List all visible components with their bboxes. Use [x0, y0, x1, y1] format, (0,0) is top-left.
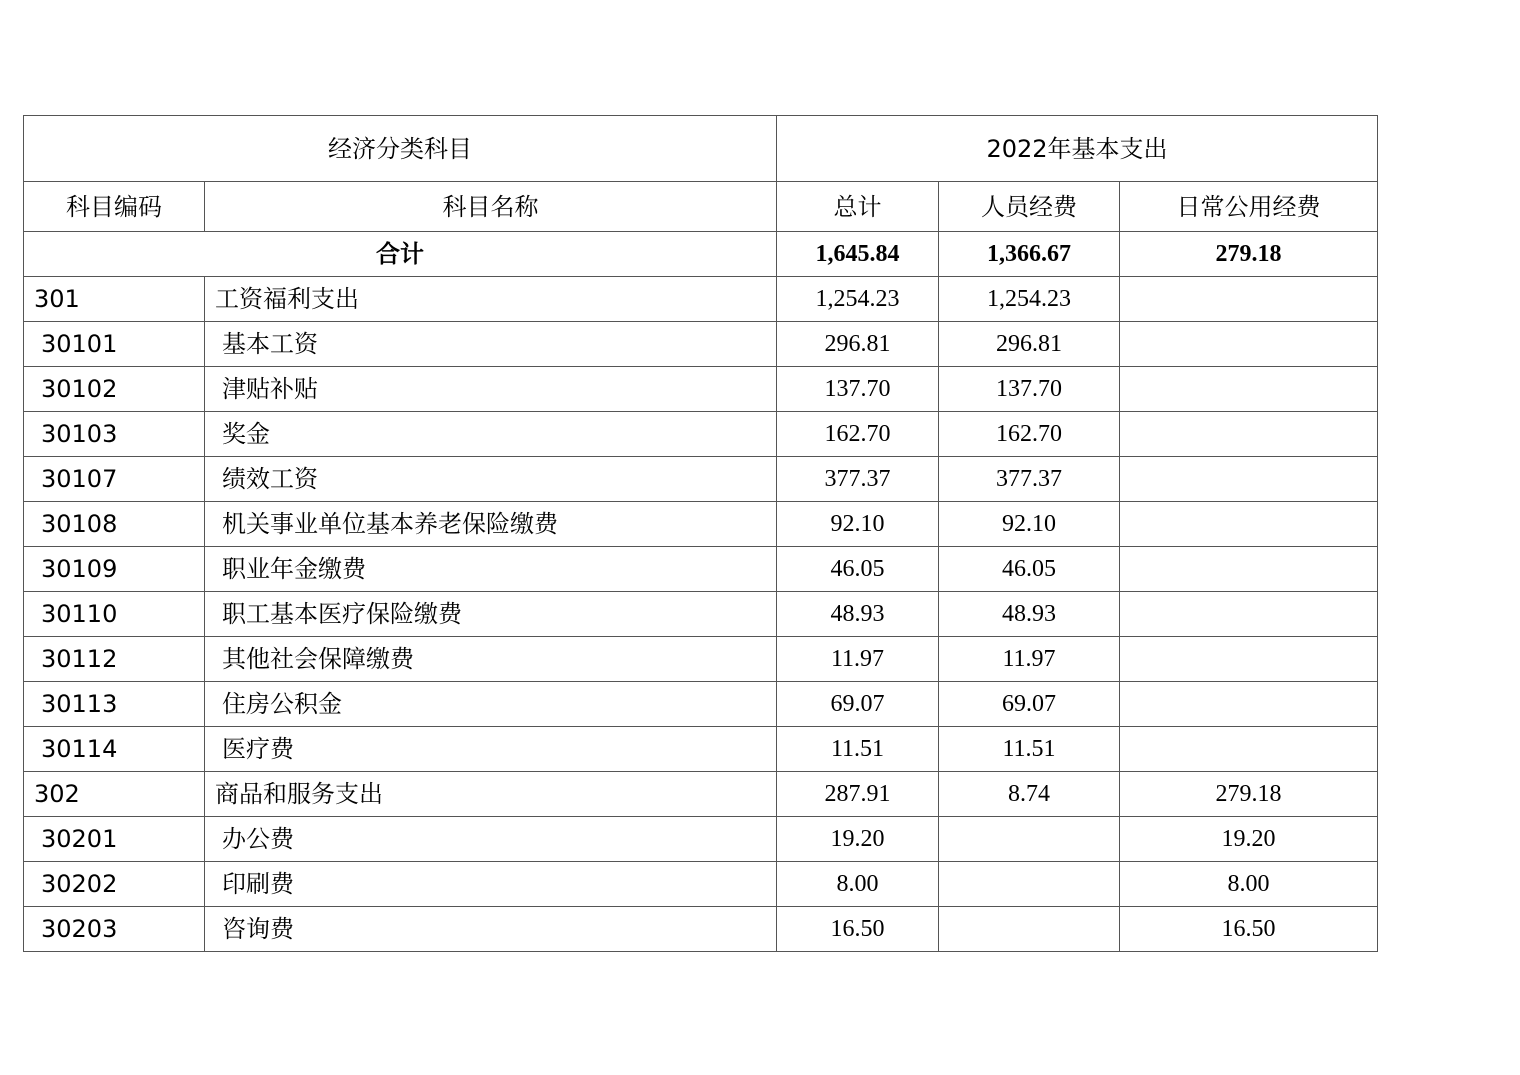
header-economic-classification: 经济分类科目 — [24, 116, 777, 182]
column-header-name: 科目名称 — [205, 182, 777, 232]
row-code: 30109 — [24, 547, 205, 592]
row-name: 办公费 — [205, 817, 777, 862]
column-header-total: 总计 — [777, 182, 939, 232]
row-total: 287.91 — [777, 772, 939, 817]
row-code: 30107 — [24, 457, 205, 502]
table-row — [24, 277, 1378, 322]
table-row — [24, 907, 1378, 952]
row-total: 46.05 — [777, 547, 939, 592]
column-header-code: 科目编码 — [24, 182, 205, 232]
table-row — [24, 772, 1378, 817]
row-name: 工资福利支出 — [205, 277, 777, 322]
row-public — [1120, 592, 1378, 637]
total-cell-personnel: 1,366.67 — [939, 232, 1120, 277]
row-total: 11.51 — [777, 727, 939, 772]
table-row — [24, 502, 1378, 547]
row-name: 住房公积金 — [205, 682, 777, 727]
table-row — [24, 592, 1378, 637]
row-total: 11.97 — [777, 637, 939, 682]
row-personnel: 46.05 — [939, 547, 1120, 592]
row-public — [1120, 322, 1378, 367]
table-row — [24, 862, 1378, 907]
row-personnel: 48.93 — [939, 592, 1120, 637]
row-personnel: 377.37 — [939, 457, 1120, 502]
row-name: 机关事业单位基本养老保险缴费 — [205, 502, 777, 547]
table-row — [24, 322, 1378, 367]
total-label: 合计 — [24, 232, 777, 277]
row-code: 30114 — [24, 727, 205, 772]
row-name: 商品和服务支出 — [205, 772, 777, 817]
row-personnel: 1,254.23 — [939, 277, 1120, 322]
row-public — [1120, 682, 1378, 727]
row-personnel: 69.07 — [939, 682, 1120, 727]
row-personnel: 296.81 — [939, 322, 1120, 367]
row-total: 16.50 — [777, 907, 939, 952]
row-total: 1,254.23 — [777, 277, 939, 322]
column-header-personnel: 人员经费 — [939, 182, 1120, 232]
table-row — [24, 817, 1378, 862]
row-personnel: 92.10 — [939, 502, 1120, 547]
row-public — [1120, 547, 1378, 592]
row-name: 职工基本医疗保险缴费 — [205, 592, 777, 637]
row-code: 30203 — [24, 907, 205, 952]
row-personnel: 11.51 — [939, 727, 1120, 772]
row-code: 301 — [24, 277, 205, 322]
row-total: 92.10 — [777, 502, 939, 547]
row-public — [1120, 637, 1378, 682]
row-personnel: 137.70 — [939, 367, 1120, 412]
row-code: 30108 — [24, 502, 205, 547]
row-public — [1120, 727, 1378, 772]
row-name: 印刷费 — [205, 862, 777, 907]
header-row-group — [24, 116, 1378, 182]
row-name: 职业年金缴费 — [205, 547, 777, 592]
row-public — [1120, 412, 1378, 457]
row-name: 基本工资 — [205, 322, 777, 367]
table-body — [24, 116, 1378, 952]
total-cell-total: 1,645.84 — [777, 232, 939, 277]
row-public — [1120, 367, 1378, 412]
row-public: 279.18 — [1120, 772, 1378, 817]
row-name: 奖金 — [205, 412, 777, 457]
row-name: 津贴补贴 — [205, 367, 777, 412]
row-public: 8.00 — [1120, 862, 1378, 907]
row-public — [1120, 502, 1378, 547]
row-code: 30103 — [24, 412, 205, 457]
row-total: 137.70 — [777, 367, 939, 412]
row-public: 16.50 — [1120, 907, 1378, 952]
row-public — [1120, 277, 1378, 322]
row-public — [1120, 457, 1378, 502]
table-row — [24, 727, 1378, 772]
row-total: 48.93 — [777, 592, 939, 637]
row-personnel: 162.70 — [939, 412, 1120, 457]
table-row — [24, 547, 1378, 592]
table-row — [24, 682, 1378, 727]
row-total: 8.00 — [777, 862, 939, 907]
row-name: 绩效工资 — [205, 457, 777, 502]
row-total: 69.07 — [777, 682, 939, 727]
header-row-columns — [24, 182, 1378, 232]
row-personnel: 8.74 — [939, 772, 1120, 817]
row-code: 302 — [24, 772, 205, 817]
basic-expenditure-table — [23, 115, 1378, 952]
row-code: 30112 — [24, 637, 205, 682]
row-name: 咨询费 — [205, 907, 777, 952]
row-personnel — [939, 907, 1120, 952]
row-total: 19.20 — [777, 817, 939, 862]
row-personnel — [939, 817, 1120, 862]
row-personnel — [939, 862, 1120, 907]
row-code: 30201 — [24, 817, 205, 862]
table-row — [24, 637, 1378, 682]
table-row — [24, 457, 1378, 502]
row-code: 30202 — [24, 862, 205, 907]
row-total: 296.81 — [777, 322, 939, 367]
total-cell-public: 279.18 — [1120, 232, 1378, 277]
table-row — [24, 367, 1378, 412]
row-total: 162.70 — [777, 412, 939, 457]
row-public: 19.20 — [1120, 817, 1378, 862]
row-name: 医疗费 — [205, 727, 777, 772]
total-row — [24, 232, 1378, 277]
row-code: 30110 — [24, 592, 205, 637]
row-code: 30102 — [24, 367, 205, 412]
row-name: 其他社会保障缴费 — [205, 637, 777, 682]
row-code: 30101 — [24, 322, 205, 367]
column-header-public: 日常公用经费 — [1120, 182, 1378, 232]
table-row — [24, 412, 1378, 457]
row-personnel: 11.97 — [939, 637, 1120, 682]
row-code: 30113 — [24, 682, 205, 727]
row-total: 377.37 — [777, 457, 939, 502]
header-2022-basic-expenditure: 2022年基本支出 — [777, 116, 1378, 182]
